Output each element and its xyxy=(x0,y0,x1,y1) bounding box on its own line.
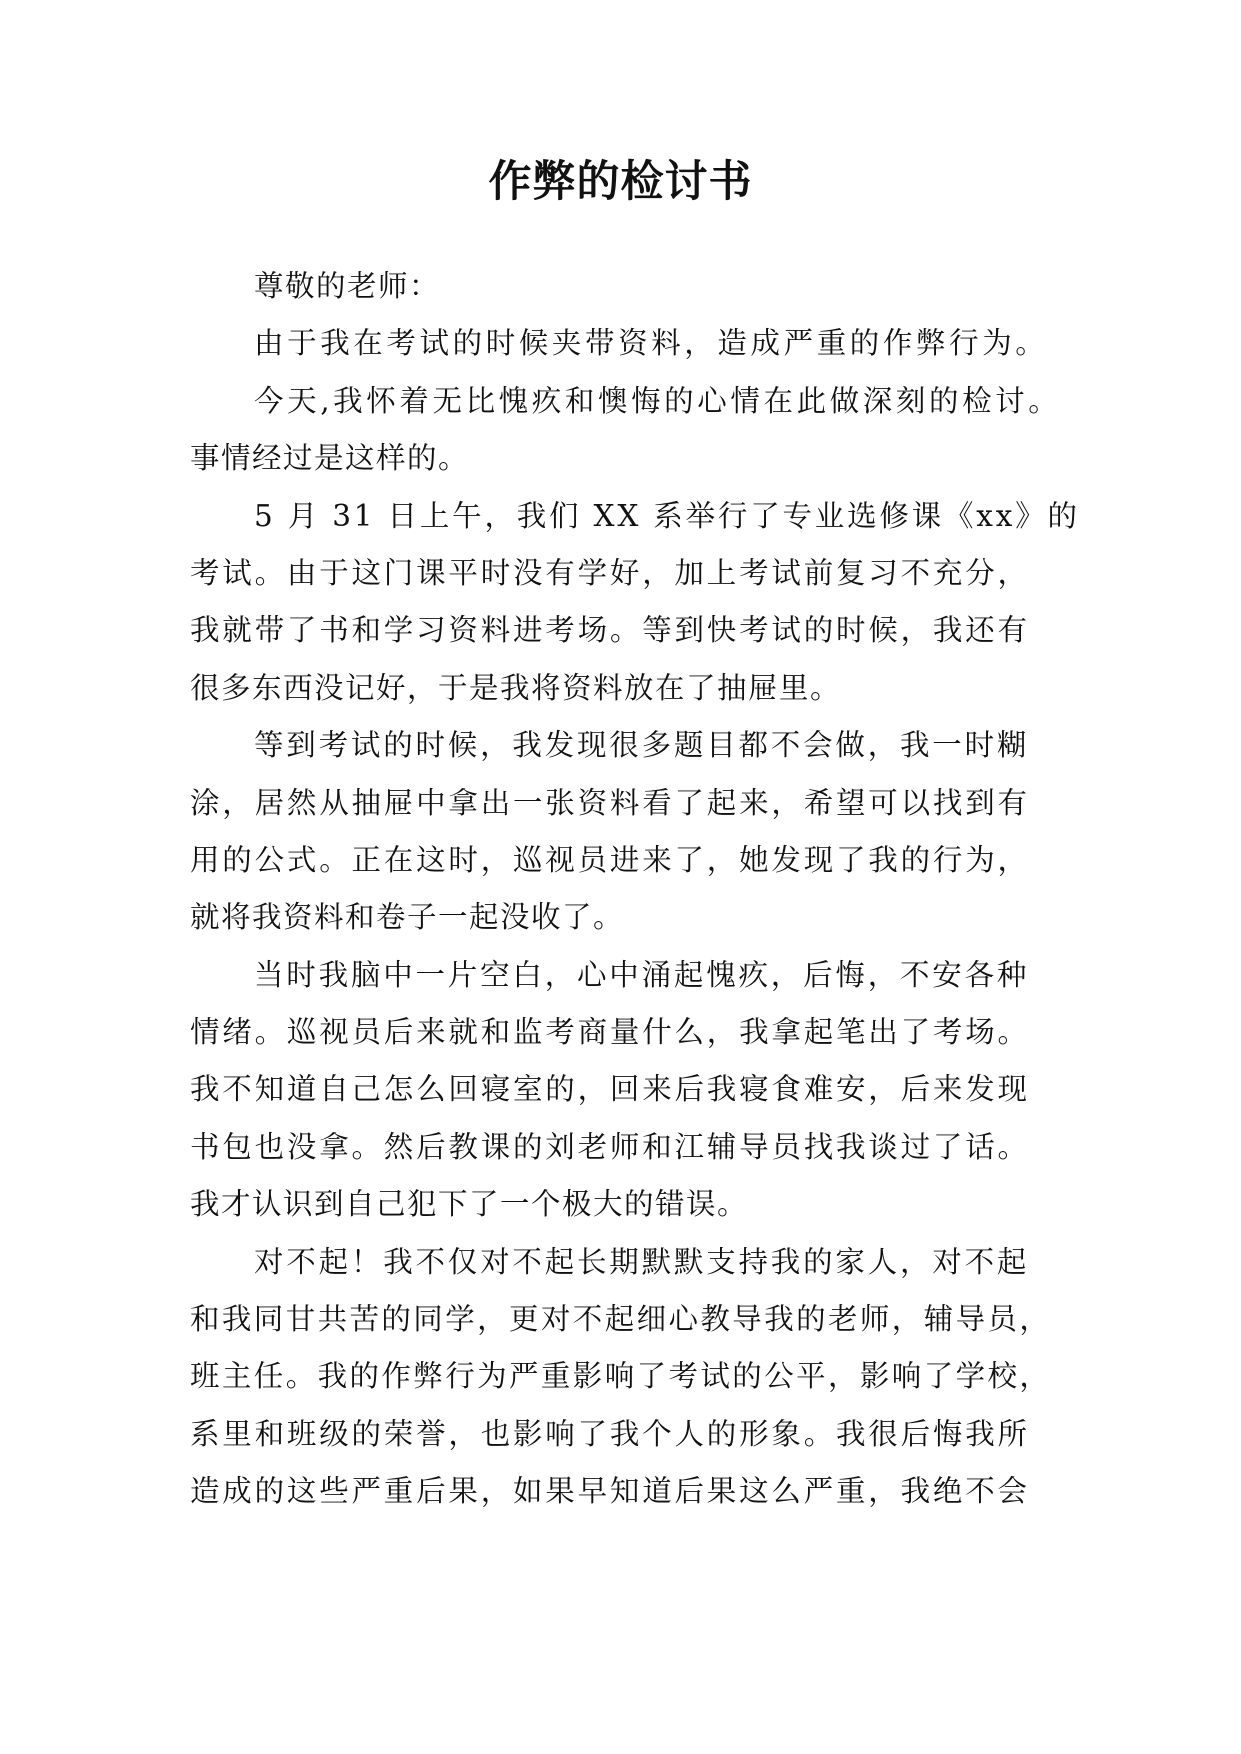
body-line: 等到考试的时候，我发现很多题目都不会做，我一时糊 xyxy=(254,728,1030,763)
body-line: 由于我在考试的时候夹带资料，造成严重的作弊行为。 xyxy=(254,326,1049,361)
salutation-line: 尊敬的老师： xyxy=(254,269,441,303)
body-line: 5 月 31 日上午，我们 XX 系举行了专业选修课《xx》的 xyxy=(254,498,1080,533)
body-line: 当时我脑中一片空白，心中涌起愧疚，后悔，不安各种 xyxy=(254,957,1030,992)
body-line: 涂，居然从抽屉中拿出一张资料看了起来，希望可以找到有 xyxy=(190,785,1030,820)
body-line: 事情经过是这样的。 xyxy=(190,441,470,476)
body-line: 我不知道自己怎么回寝室的，回来后我寝食难安，后来发现 xyxy=(190,1072,1030,1107)
body-line: 就将我资料和卷子一起没收了。 xyxy=(190,900,625,935)
body-line: 对不起！我不仅对不起长期默默支持我的家人，对不起 xyxy=(254,1244,1030,1279)
body-line: 班主任。我的作弊行为严重影响了考试的公平，影响了学校， xyxy=(190,1359,1052,1394)
body-line: 考试。由于这门课平时没有学好，加上考试前复习不充分， xyxy=(190,555,1030,590)
document-title: 作弊的检讨书 xyxy=(488,157,753,207)
body-line: 今天,我怀着无比愧疚和懊悔的心情在此做深刻的检讨。 xyxy=(254,383,1062,418)
body-line: 我才认识到自己犯下了一个极大的错误。 xyxy=(190,1187,749,1222)
body-line: 和我同甘共苦的同学，更对不起细心教导我的老师，辅导员， xyxy=(190,1302,1052,1337)
body-line: 我就带了书和学习资料进考场。等到快考试的时候，我还有 xyxy=(190,613,1030,648)
document-body xyxy=(190,258,1080,1521)
body-line: 书包也没拿。然后教课的刘老师和江辅导员找我谈过了话。 xyxy=(190,1129,1030,1164)
body-line: 情绪。巡视员后来就和监考商量什么，我拿起笔出了考场。 xyxy=(190,1015,1030,1050)
body-line: 造成的这些严重后果，如果早知道后果这么严重，我绝不会 xyxy=(190,1474,1030,1509)
body-line: 很多东西没记好，于是我将资料放在了抽屉里。 xyxy=(190,670,842,705)
body-line: 系里和班级的荣誉，也影响了我个人的形象。我很后悔我所 xyxy=(190,1416,1030,1451)
body-line: 用的公式。正在这时，巡视员进来了，她发现了我的行为， xyxy=(190,842,1030,877)
